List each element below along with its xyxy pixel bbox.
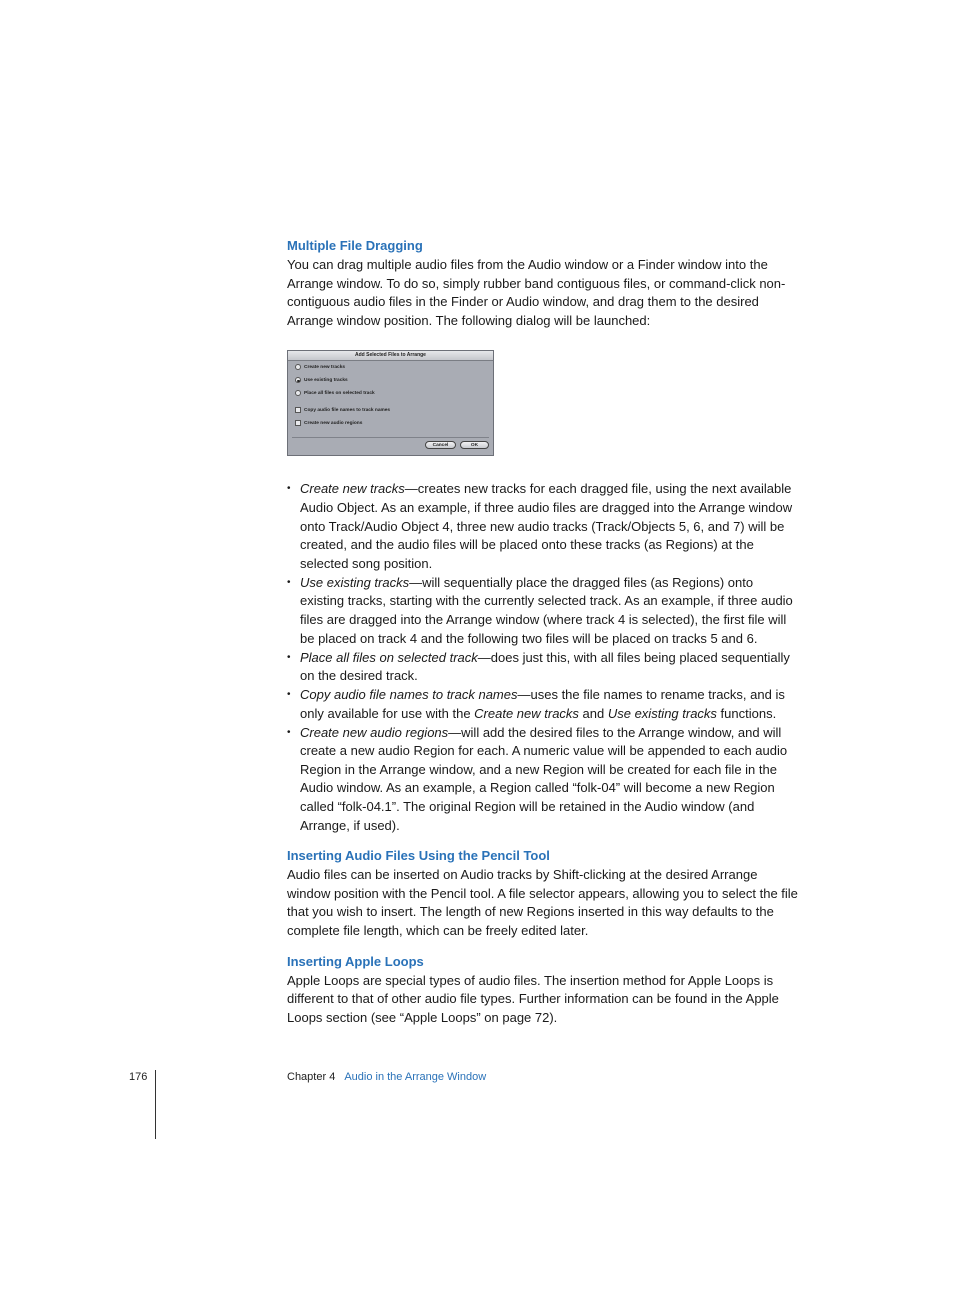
option-create-new-audio-regions[interactable]	[295, 420, 362, 426]
list-item	[287, 686, 799, 723]
bullet-term: Copy audio file names to track names	[300, 687, 518, 703]
option-label: Place all files on selected track	[304, 390, 375, 396]
chapter-label: Chapter 4	[287, 1071, 336, 1083]
dialog-divider	[292, 437, 489, 438]
list-item	[287, 480, 799, 573]
option-create-new-tracks[interactable]	[295, 364, 345, 370]
paragraph-inserting-pencil: Audio files can be inserted on Audio tracks by Shift-clicking at the desired Arrange window position with the Pencil tool. A file selector appears, allowing you to select the file that you wish to insert. The length of new Regions inserted in this way defaults to the complete file length, which can be freely edited later.	[287, 867, 798, 938]
option-copy-file-names[interactable]	[295, 407, 390, 413]
bullet-emphasis: Create new tracks	[474, 705, 579, 721]
options-bullet-list	[287, 480, 799, 835]
paragraph-inserting-apple-loops: Apple Loops are special types of audio files. The insertion method for Apple Loops is different to that of other audio file types. Further information can be found in the Apple Loops section (see “Apple Loops” on page 72).	[287, 972, 779, 1025]
bullet-text: —does just this, with all files being placed sequentially on the desired track.	[300, 649, 790, 684]
chapter-footer	[287, 1071, 486, 1083]
footer-rule	[155, 1070, 156, 1139]
option-use-existing-tracks[interactable]	[295, 377, 348, 383]
checkbox-icon	[295, 420, 301, 426]
checkbox-icon	[295, 407, 301, 413]
radio-icon	[295, 390, 301, 396]
paragraph-multiple-file-dragging: You can drag multiple audio files from the Audio window or a Finder window into the Arrange window. To do so, simply rubber band contiguous files, or command-click non-contiguous audio files in the Finder or Audio window, and drag them to the desired Arrange window position. The following dialog will be launched:	[287, 257, 786, 328]
bullet-text: functions.	[716, 705, 777, 721]
bullet-text: —uses the file names to rename tracks, and is only available for use with the	[300, 687, 785, 721]
bullet-text: —creates new tracks for each dragged file, using the next available Audio Object. As an example, if three audio files are dragged into the Arrange window onto Track/Audio Object 4, three new audio tracks (Track/Objects 5, 6, and 7) will be created, and the audio files will be placed onto these tracks (as Regions) at the selected song position.	[300, 481, 793, 571]
bullet-term: Create new tracks	[300, 481, 405, 497]
add-files-dialog-screenshot	[287, 350, 494, 456]
bullet-text: and	[578, 705, 608, 721]
option-place-all-files[interactable]	[295, 390, 375, 396]
option-label: Create new tracks	[304, 364, 346, 370]
heading-multiple-file-dragging: Multiple File Dragging	[287, 238, 423, 253]
list-item	[287, 574, 799, 648]
page-content	[287, 236, 799, 1027]
cancel-button[interactable]: Cancel	[425, 441, 456, 449]
radio-icon	[295, 364, 301, 370]
page-number: 176	[129, 1071, 148, 1083]
option-label: Create new audio regions	[304, 420, 363, 426]
list-item	[287, 724, 799, 836]
heading-inserting-pencil: Inserting Audio Files Using the Pencil Tool	[287, 848, 550, 864]
bullet-term: Create new audio regions	[300, 724, 449, 740]
ok-button[interactable]: OK	[460, 441, 489, 449]
bullet-term: Use existing tracks	[300, 574, 410, 590]
option-label: Copy audio file names to track names	[304, 407, 391, 413]
bullet-emphasis: Use existing tracks	[607, 705, 717, 721]
heading-inserting-apple-loops: Inserting Apple Loops	[287, 953, 424, 969]
bullet-text: —will sequentially place the dragged files (as Regions) onto existing tracks, starting with the currently selected track. As an example, if three audio files are dragged into the Arrange window (where track 4 is selected), the first file will be placed on track 4 and the following two files will be placed on tracks 5 and 6.	[300, 574, 793, 646]
option-label: Use existing tracks	[304, 377, 348, 383]
bullet-text: —will add the desired files to the Arrange window, and will create a new audio Region for each. A numeric value will be appended to each audio Region in the Arrange window, and a new Region will be created for each file in the Audio window. As an example, a Region called “folk-04” will become a new Region called “folk-04.1”. The original Region will be retained in the Audio window (and Arrange, if used).	[300, 724, 788, 833]
dialog-title: Add Selected Files to Arrange	[288, 351, 493, 361]
radio-selected-icon	[295, 377, 301, 383]
list-item	[287, 649, 799, 686]
chapter-title: Audio in the Arrange Window	[344, 1071, 487, 1083]
bullet-term: Place all files on selected track	[300, 649, 478, 665]
